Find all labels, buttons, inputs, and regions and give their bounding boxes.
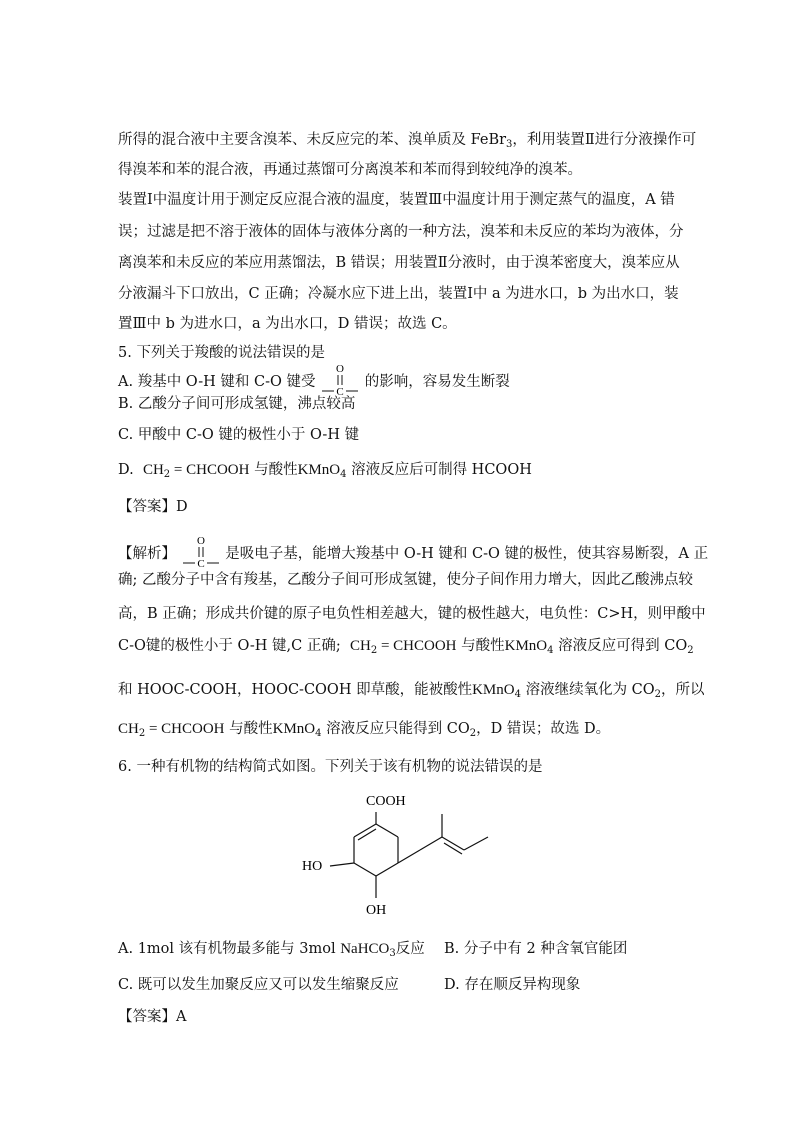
question-6-option-d: D. 存在顺反异构现象 [444, 977, 581, 993]
question-5-option-a: A. 羧基中 O-H 键和 C-O 键受 O C 的影响，容易发生断裂 [118, 363, 510, 398]
question-5-option-c: C. 甲酸中 C-O 键的极性小于 O-H 键 [118, 427, 360, 443]
question-5-analysis-line-3: 高，B 正确；形成共价键的原子电负性相差越大，键的极性越大，电负性：C>H，则甲酸中 [118, 606, 706, 622]
text-line: 装置Ⅰ中温度计用于测定反应混合液的温度，装置Ⅲ中温度计用于测定蒸气的温度，A 错 [118, 192, 675, 208]
carbonyl-o-label: O [196, 535, 205, 547]
carbonyl-group-icon [320, 362, 360, 398]
question-6-answer: 【答案】A [118, 1009, 187, 1025]
carbonyl-group-icon [181, 534, 221, 570]
text-line: 离溴苯和未反应的苯应用蒸馏法，B 错误；用装置Ⅱ分液时，由于溴苯密度大，溴苯应从 [118, 255, 680, 271]
carbonyl-c-label: C [336, 386, 344, 398]
ring-bonds [330, 812, 488, 898]
question-5-answer: 【答案】D [118, 499, 188, 515]
text-line: 置Ⅲ中 b 为进水口，a 为出水口，D 错误；故选 C。 [118, 316, 457, 332]
carbonyl-o-label: O [336, 363, 345, 375]
question-6-stem: 6. 一种有机物的结构简式如图。下列关于该有机物的说法错误的是 [118, 759, 543, 775]
question-6-option-c: C. 既可以发生加聚反应又可以发生缩聚反应 [118, 977, 399, 993]
question-5-analysis-line-5: 和 HOOC-COOH，HOOC-COOH 即草酸，能被酸性KMnO$_4$ 溶液继续氧化为 $CO_2$，所以 [118, 682, 705, 700]
question-5-option-b: B. 乙酸分子间可形成氢键，沸点较高 [118, 396, 356, 412]
question-5-analysis-line-1: 【解析】 O C 是吸电子基，能增大羧基中 O-H 键和 C-O 键的极性，使其容易断裂，A 正 [118, 535, 709, 570]
question-5-stem: 5. 下列关于羧酸的说法错误的是 [118, 345, 325, 361]
oh-label: OH [366, 903, 387, 918]
structure-diagram [300, 790, 500, 920]
text-line: 得溴苯和苯的混合液，再通过蒸馏可分离溴苯和苯而得到较纯净的溴苯。 [118, 162, 582, 178]
ho-label: HO [302, 859, 323, 874]
question-5-option-d: D. $CH_2$ = CHCOOH 与酸性KMnO$_4$ 溶液反应后可制得 HCOOH [118, 462, 532, 480]
question-6-option-b: B. 分子中有 2 种含氧官能团 [444, 941, 628, 957]
cooh-label: COOH [366, 794, 406, 809]
question-5-analysis-line-6: $CH_2$ = CHCOOH 与酸性KMnO$_4$ 溶液反应只能得到 $CO_2$，D 错误；故选 D。 [118, 721, 611, 739]
question-5-analysis-line-4: C-O键的极性小于 O-H 键,C 正确; $CH_2$ = CHCOOH 与酸性KMnO$_4$ 溶液反应可得到 $CO_2$ [118, 638, 694, 656]
question-6-option-a: A. 1mol 该有机物最多能与 3mol NaHCO$_3$反应 [118, 941, 425, 959]
text-line: 分液漏斗下口放出，C 正确；冷凝水应下进上出，装置Ⅰ中 a 为进水口，b 为出水口，装 [118, 286, 679, 302]
question-5-analysis-line-2: 确; 乙酸分子中含有羧基，乙酸分子间可形成氢键，使分子间作用力增大，因此乙酸沸点较 [118, 572, 693, 588]
text-line: 误；过滤是把不溶于液体的固体与液体分离的一种方法，溴苯和未反应的苯均为液体，分 [118, 224, 684, 240]
text-line: 所得的混合液中主要含溴苯、未反应完的苯、溴单质及 FeBr$_3$，利用装置Ⅱ进行分液操作可 [118, 132, 697, 150]
carbonyl-c-label: C [196, 558, 205, 570]
